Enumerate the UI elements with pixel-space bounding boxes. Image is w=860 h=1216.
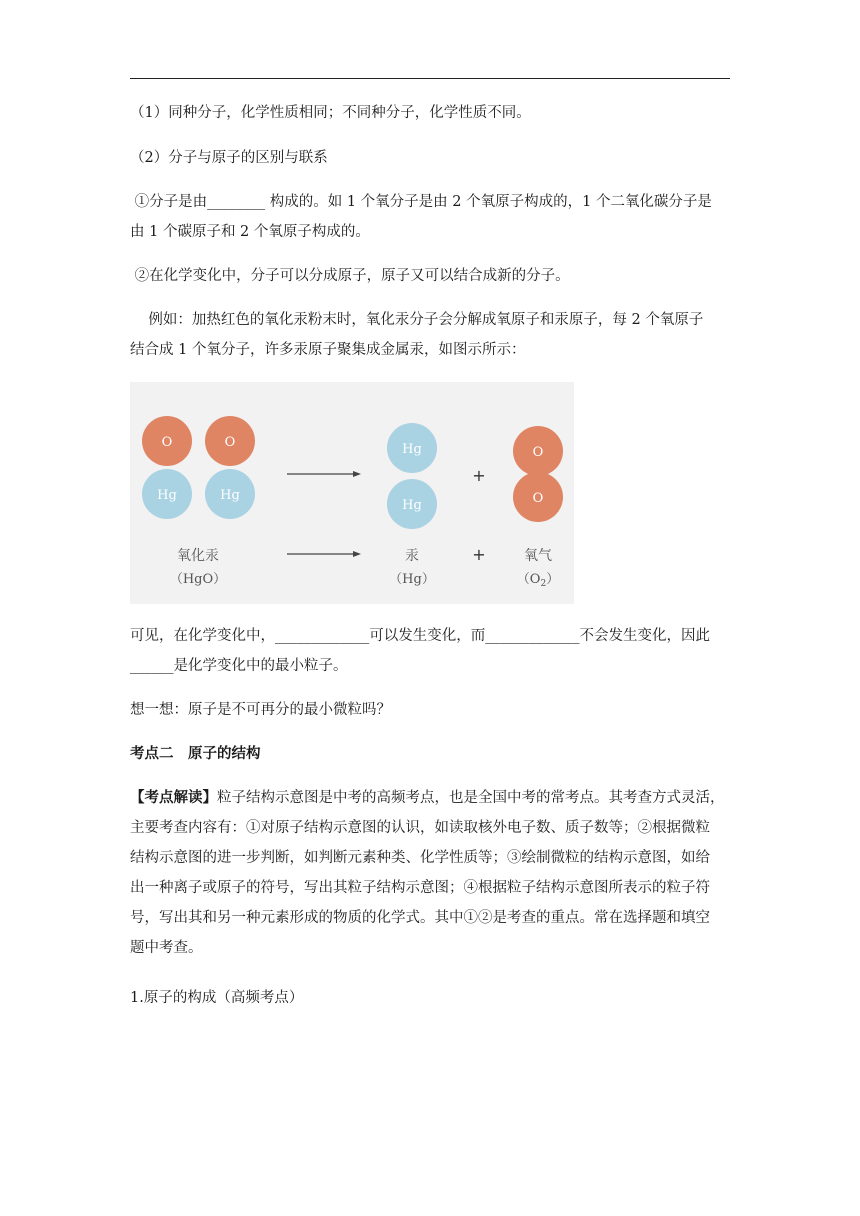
- text-line-7: 结合成 1 个氧分子，许多汞原子聚集成金属汞，如图示所示：: [130, 342, 526, 358]
- figure-background: [130, 382, 574, 604]
- header-rule: [130, 78, 730, 79]
- formula-mercury: （Hg）: [389, 572, 435, 587]
- text-line-10: 想一想：原子是不可再分的最小微粒吗？: [130, 702, 391, 718]
- mercury-atom-label: Hg: [402, 498, 422, 513]
- paragraph-line-6: 题中考查。: [130, 940, 203, 956]
- mercury-atom-label: Hg: [402, 442, 422, 457]
- paragraph-line-5: 号，写出其和另一种元素形成的物质的化学式。其中①②是考查的重点。常在选择题和填空: [130, 910, 710, 926]
- reaction-figure: [130, 382, 574, 604]
- plus-sign: +: [472, 545, 486, 564]
- paragraph-line-1-text: 粒子结构示意图是中考的高频考点，也是全国中考的常考点。其考查方式灵活，: [217, 790, 725, 806]
- paragraph-line-1: [130, 788, 730, 808]
- text-line-last: 1.原子的构成（高频考点）: [130, 990, 304, 1006]
- text-line-5: ②在化学变化中，分子可以分成原子，原子又可以结合成新的分子。: [130, 268, 570, 284]
- plus-sign: +: [472, 466, 486, 485]
- paragraph-line-2: 主要考查内容有：①对原子结构示意图的认识，如读取核外电子数、质子数等；②根据微粒: [130, 820, 710, 836]
- label-oxygen: 氧气: [524, 548, 552, 564]
- text-line-3: ①分子是由________ 构成的。如 1 个氧分子是由 2 个氧原子构成的，1 个二氧化碳分子是: [130, 194, 712, 210]
- oxygen-atom-label: O: [532, 445, 544, 460]
- oxygen-atom-label: O: [224, 435, 236, 450]
- mercury-atom-label: Hg: [220, 488, 240, 503]
- paragraph-lead: 【考点解读】: [130, 789, 217, 806]
- mercury-atom-label: Hg: [157, 488, 177, 503]
- label-mercury: 汞: [405, 548, 419, 564]
- section-heading: 考点二 原子的结构: [130, 745, 261, 762]
- text-line-1: （1）同种分子，化学性质相同；不同种分子，化学性质不同。: [130, 105, 531, 121]
- oxygen-atom-label: O: [161, 435, 173, 450]
- formula-mercuric-oxide: （HgO）: [169, 572, 227, 587]
- formula-oxygen: $(O_2)$: [516, 572, 560, 589]
- paragraph-line-3: 结构示意图的进一步判断，如判断元素种类、化学性质等；③绘制微粒的结构示意图，如给: [130, 850, 710, 866]
- text-line-9: ______是化学变化中的最小粒子。: [130, 658, 348, 674]
- text-line-8: 可见，在化学变化中，_____________可以发生变化，而_____________不会发生变化，因此: [130, 628, 710, 644]
- text-line-4: 由 1 个碳原子和 2 个氧原子构成的。: [130, 224, 370, 240]
- oxygen-atom-label: O: [532, 491, 544, 506]
- paragraph-line-4: 出一种离子或原子的符号，写出其粒子结构示意图；④根据粒子结构示意图所表示的粒子符: [130, 880, 710, 896]
- text-line-6: 例如：加热红色的氧化汞粉末时，氧化汞分子会分解成氧原子和汞原子，每 2 个氧原子: [130, 312, 704, 328]
- text-line-2: （2）分子与原子的区别与联系: [130, 150, 328, 166]
- label-mercuric-oxide: 氧化汞: [177, 548, 219, 564]
